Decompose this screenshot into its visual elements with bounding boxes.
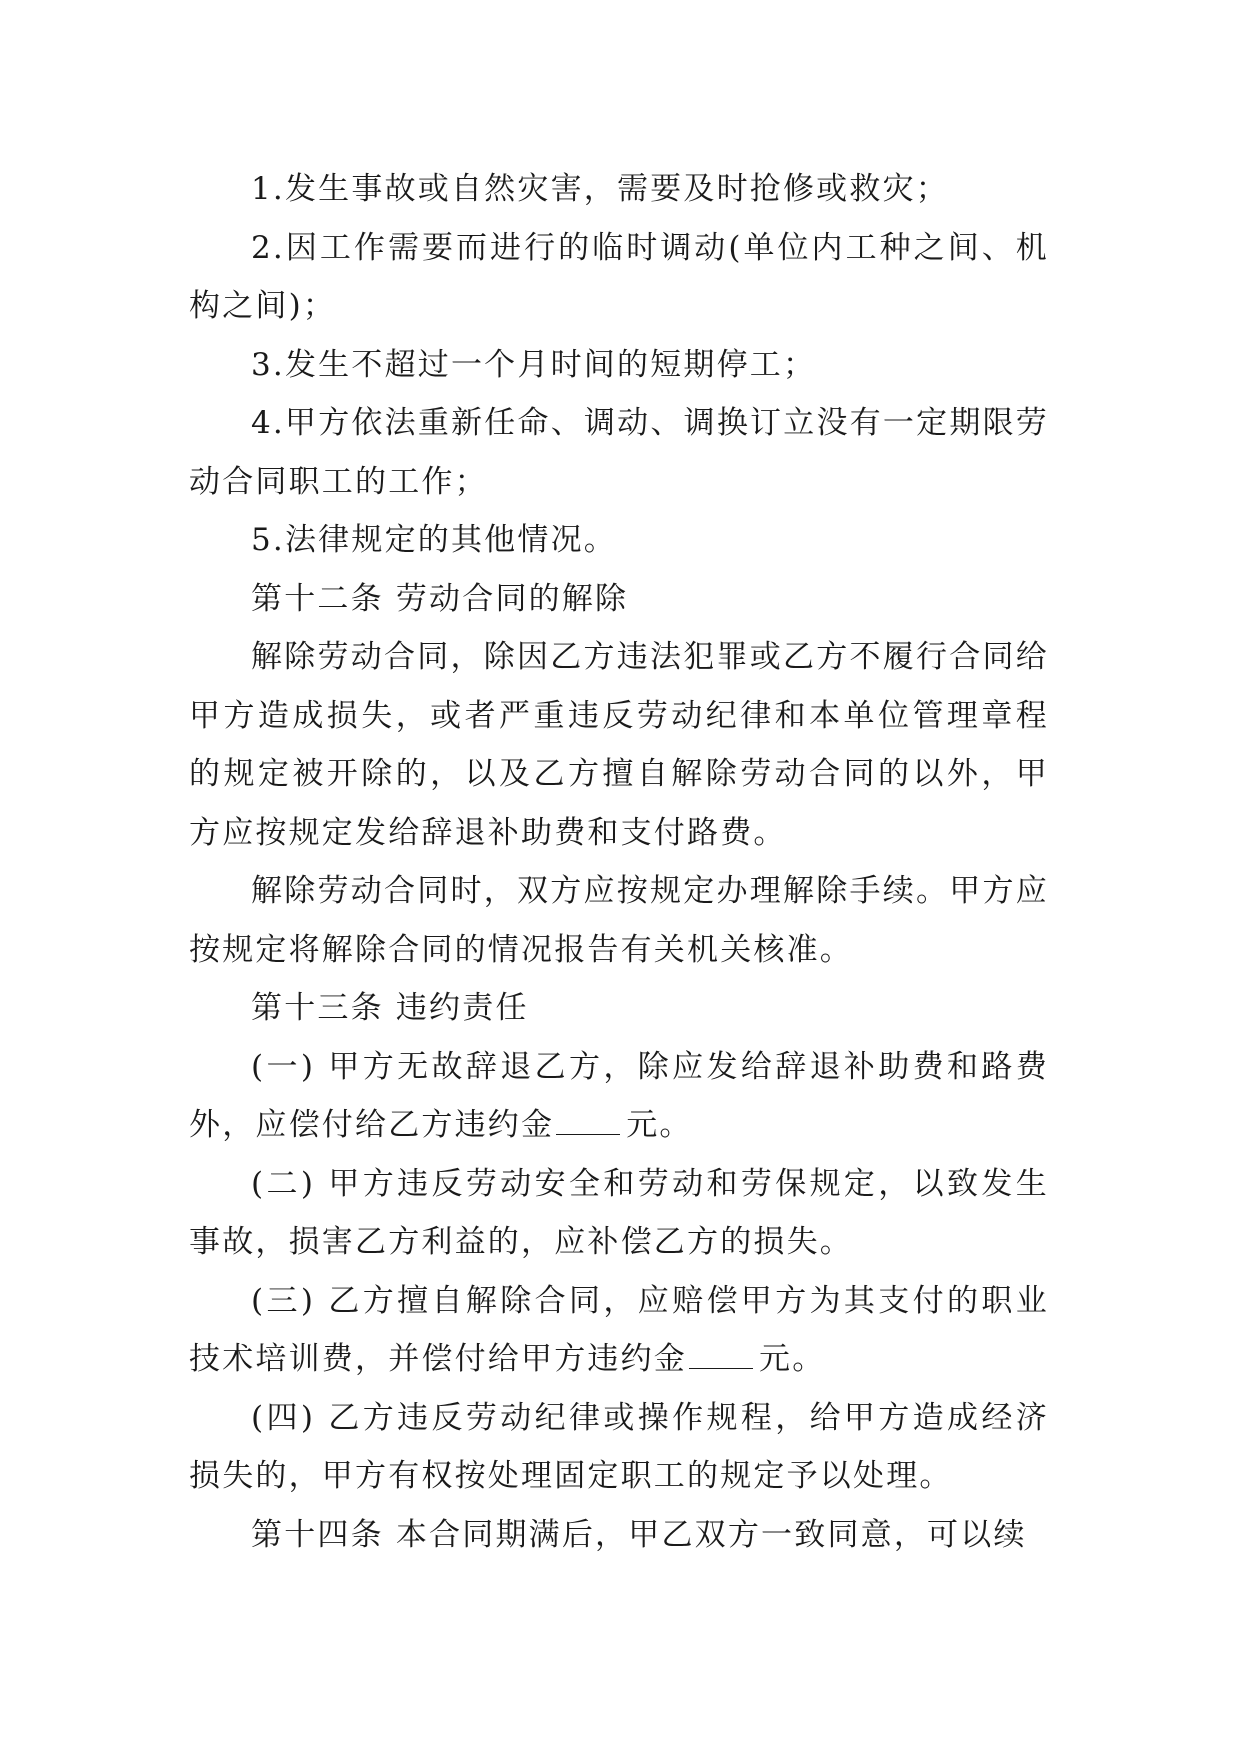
liability-clause-1 — [189, 1038, 1049, 1155]
penalty-amount-blank — [689, 1338, 753, 1369]
paragraph-item-1: 1.发生事故或自然灾害，需要及时抢修或救灾； — [251, 171, 949, 207]
article-12-heading: 第十二条 劳动合同的解除 — [251, 580, 629, 617]
liability-clause-3-unit: 元。 — [759, 1341, 826, 1377]
paragraph-item-5: 5.法律规定的其他情况。 — [251, 522, 617, 558]
liability-clause-3 — [189, 1272, 1049, 1389]
liability-clause-3-text: (三) 乙方擅自解除合同，应赔偿甲方为其支付的职业技术培训费，并偿付给甲方违约金 — [189, 1282, 1049, 1377]
liability-clause-4: (四) 乙方违反劳动纪律或操作规程，给甲方造成经济损失的，甲方有权按处理固定职工的规定予以处理。 — [189, 1399, 1049, 1494]
termination-paragraph: 解除劳动合同，除因乙方违法犯罪或乙方不履行合同给甲方造成损失，或者严重违反劳动纪律和本单位管理章程的规定被开除的，以及乙方擅自解除劳动合同的以外，甲方应按规定发给辞退补助费和支付路费。 — [189, 639, 1049, 851]
liability-clause-1-text: (一) 甲方无故辞退乙方，除应发给辞退补助费和路费外，应偿付给乙方违约金 — [189, 1048, 1049, 1143]
paragraph-item-3: 3.发生不超过一个月时间的短期停工； — [251, 346, 817, 383]
liability-clause-2: (二) 甲方违反劳动安全和劳动和劳保规定，以致发生事故，损害乙方利益的，应补偿乙方的损失。 — [189, 1165, 1049, 1260]
penalty-amount-blank — [556, 1104, 620, 1135]
paragraph-item-2: 2.因工作需要而进行的临时调动(单位内工种之间、机构之间)； — [189, 229, 1049, 324]
termination-procedure-paragraph: 解除劳动合同时，双方应按规定办理解除手续。甲方应按规定将解除合同的情况报告有关机关核准。 — [189, 873, 1049, 968]
article-14-paragraph: 第十四条 本合同期满后，甲乙双方一致同意，可以续 — [251, 1516, 1027, 1553]
liability-clause-1-unit: 元。 — [626, 1107, 693, 1143]
document-body — [189, 160, 1049, 1564]
paragraph-item-4: 4.甲方依法重新任命、调动、调换订立没有一定期限劳动合同职工的工作； — [189, 405, 1049, 500]
article-13-heading: 第十三条 违约责任 — [251, 990, 529, 1026]
